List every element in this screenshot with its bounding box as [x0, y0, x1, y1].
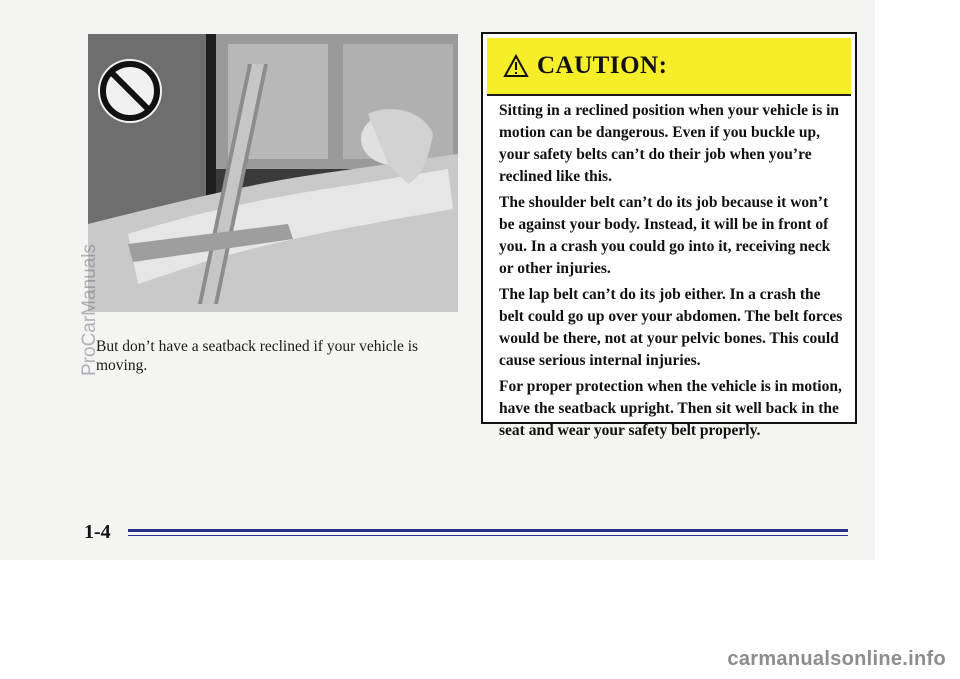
caution-title: CAUTION: [537, 52, 668, 79]
caution-box [481, 32, 857, 439]
caution-paragraph: The shoulder belt can’t do its job because it won’t be against your body. Instead, it will be in front of you. In a crash you could go into it, receiving neck or other injuries. [499, 194, 831, 277]
reclined-passenger-illustration [88, 34, 458, 312]
caution-paragraph: The lap belt can’t do its job either. In a crash the belt could go up over your abdomen. The belt forces would be there, not at your pelvic bones. This could cause serious internal injuries. [499, 286, 843, 369]
caution-paragraph: For proper protection when the vehicle is in motion, have the seatback upright. Then sit well back in the seat and wear your safety belt properly. [499, 378, 842, 439]
caution-header [487, 38, 851, 96]
caution-paragraph: Sitting in a reclined position when your vehicle is in motion can be dangerous. Even if you buckle up, your safety belts can’t do their job when you’re reclined like this. [499, 102, 840, 185]
footer-rule-thin [128, 535, 848, 536]
bottom-watermark: carmanualsonline.info [727, 648, 946, 670]
illustration-caption: But don’t have a seatback reclined if your vehicle is moving. [96, 338, 419, 374]
caution-text [499, 100, 843, 446]
page-number: 1-4 [84, 521, 111, 543]
footer-rule [128, 529, 848, 532]
warning-triangle-icon [503, 54, 529, 78]
side-watermark [70, 210, 110, 410]
side-watermark-text: ProCarManuals [79, 244, 100, 376]
